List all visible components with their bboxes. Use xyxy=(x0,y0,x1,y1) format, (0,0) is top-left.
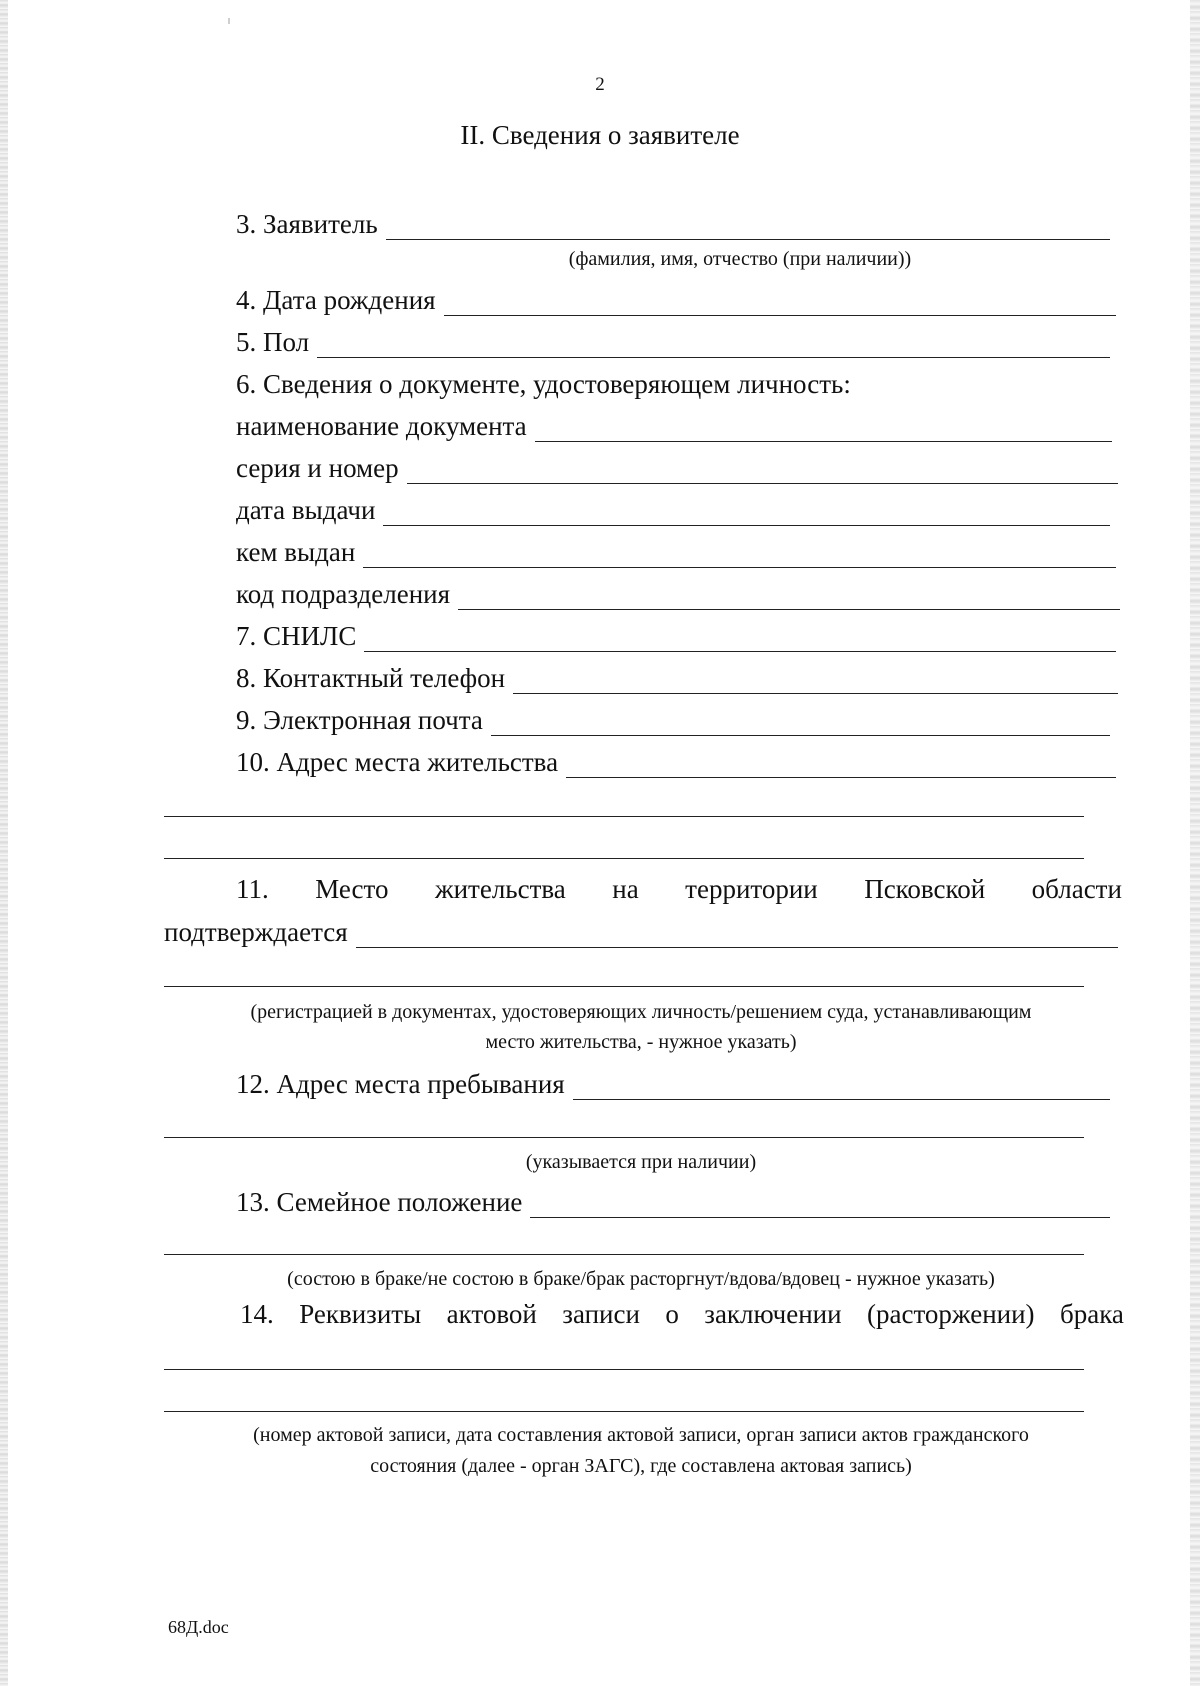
residence-confirm-word: области xyxy=(1031,874,1122,904)
residence-confirm-word: 11. xyxy=(236,874,269,904)
residence-confirm-word: Место xyxy=(315,874,389,904)
marriage-record-hint-2: состояния (далее - орган ЗАГС), где составлена актовая запись) xyxy=(370,1455,912,1477)
stay-address-row xyxy=(236,1066,1110,1100)
residence-address-field[interactable] xyxy=(566,755,1116,778)
scan-edge-left xyxy=(0,0,8,1686)
doc-name-row xyxy=(236,408,1112,442)
marriage-record-line-3[interactable] xyxy=(164,1411,1084,1412)
applicant-hint: (фамилия, имя, отчество (при наличии)) xyxy=(568,248,912,270)
marriage-record-word: 14. xyxy=(240,1299,274,1329)
marital-status-label: 13. Семейное положение xyxy=(236,1187,523,1217)
residence-address-line-2[interactable] xyxy=(164,816,1084,817)
phone-field[interactable] xyxy=(513,671,1118,694)
page-number: 2 xyxy=(595,74,605,95)
snils-field[interactable] xyxy=(364,629,1116,652)
scan-edge-right xyxy=(1190,0,1200,1686)
phone-label: 8. Контактный телефон xyxy=(236,663,506,693)
stay-address-label: 12. Адрес места пребывания xyxy=(236,1069,565,1099)
applicant-row xyxy=(236,206,1110,240)
doc-series-field[interactable] xyxy=(407,461,1118,484)
doc-division-label: код подразделения xyxy=(236,579,451,609)
doc-division-field[interactable] xyxy=(458,587,1120,610)
phone-row xyxy=(236,660,1118,694)
residence-address-label: 10. Адрес места жительства xyxy=(236,747,559,777)
marriage-record-word: о xyxy=(665,1299,679,1329)
residence-confirm-word: на xyxy=(612,874,639,904)
sex-field[interactable] xyxy=(317,335,1110,358)
doc-issue-date-row xyxy=(236,492,1110,526)
residence-confirm-hint-2: место жительства, - нужное указать) xyxy=(485,1031,797,1053)
residence-confirm-word: территории xyxy=(685,874,818,904)
snils-label: 7. СНИЛС xyxy=(236,621,357,651)
marriage-record-hint-1: (номер актовой записи, дата составления актовой записи, орган записи актов гражданского xyxy=(253,1424,1029,1446)
applicant-label: 3. Заявитель xyxy=(236,209,378,239)
email-field[interactable] xyxy=(491,713,1110,736)
marriage-record-line-2[interactable] xyxy=(164,1369,1084,1370)
residence-confirm-line-1 xyxy=(236,872,1122,906)
residence-address-row xyxy=(236,744,1116,778)
residence-confirm-field[interactable] xyxy=(356,925,1118,948)
sex-label: 5. Пол xyxy=(236,327,310,357)
doc-name-label: наименование документа xyxy=(236,411,527,441)
doc-issued-by-field[interactable] xyxy=(363,545,1116,568)
marriage-record-word: Реквизиты xyxy=(299,1299,422,1329)
stay-address-hint: (указывается при наличии) xyxy=(525,1151,757,1173)
marriage-record-line-1 xyxy=(240,1297,1124,1331)
doc-series-label: серия и номер xyxy=(236,453,399,483)
residence-address-line-3[interactable] xyxy=(164,858,1084,859)
applicant-field[interactable] xyxy=(386,217,1110,240)
marital-status-hint: (состою в браке/не состою в браке/брак расторгнут/вдова/вдовец - нужное указать) xyxy=(287,1268,995,1290)
stay-address-field[interactable] xyxy=(573,1077,1110,1100)
marriage-record-word: заключении xyxy=(704,1299,842,1329)
sex-row xyxy=(236,324,1110,358)
marriage-record-word: актовой xyxy=(446,1299,537,1329)
residence-confirm-word: Псковской xyxy=(864,874,986,904)
section-title: II. Сведения о заявителе xyxy=(460,120,740,150)
doc-division-row xyxy=(236,576,1120,610)
doc-name-field[interactable] xyxy=(535,419,1112,442)
email-row xyxy=(236,702,1110,736)
snils-row xyxy=(236,618,1116,652)
stay-address-line-2[interactable] xyxy=(164,1137,1084,1138)
doc-issue-date-label: дата выдачи xyxy=(236,495,376,525)
residence-confirm-label: подтверждается xyxy=(164,917,348,947)
marriage-record-word: брака xyxy=(1059,1299,1124,1329)
marriage-record-word: (расторжении) xyxy=(867,1299,1035,1329)
marriage-record-word: записи xyxy=(562,1299,640,1329)
doc-issue-date-field[interactable] xyxy=(383,503,1110,526)
email-label: 9. Электронная почта xyxy=(236,705,483,735)
birth-date-row xyxy=(236,282,1116,316)
doc-series-row xyxy=(236,450,1118,484)
doc-issued-by-label: кем выдан xyxy=(236,537,356,567)
residence-confirm-hint-1: (регистрацией в документах, удостоверяющих личность/решением суда, устанавливающим xyxy=(250,1001,1032,1023)
marital-status-line-2[interactable] xyxy=(164,1254,1084,1255)
marital-status-row xyxy=(236,1184,1110,1218)
file-name: 68Д.doc xyxy=(168,1617,229,1637)
id-doc-header-row xyxy=(236,366,1116,400)
birth-date-field[interactable] xyxy=(444,293,1116,316)
scan-mark xyxy=(228,18,230,24)
id-doc-header: 6. Сведения о документе, удостоверяющем личность: xyxy=(236,369,851,399)
residence-confirm-row xyxy=(164,914,1118,948)
marital-status-field[interactable] xyxy=(530,1195,1110,1218)
birth-date-label: 4. Дата рождения xyxy=(236,285,436,315)
residence-confirm-word: жительства xyxy=(434,874,566,904)
doc-issued-by-row xyxy=(236,534,1116,568)
residence-confirm-line-2[interactable] xyxy=(164,986,1084,987)
